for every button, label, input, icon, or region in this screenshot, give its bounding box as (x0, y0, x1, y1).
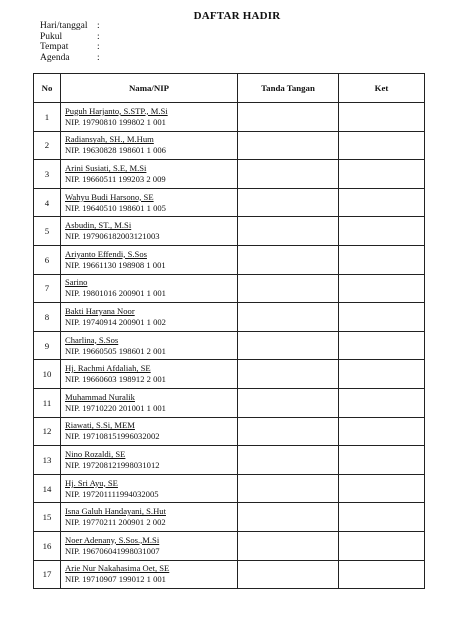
name-nip-cell (61, 131, 238, 160)
row-number: 11 (34, 388, 61, 417)
signature-cell (238, 274, 339, 303)
person-name: Arini Susiati, S.E, M.Si (65, 162, 147, 173)
meta-colon: : (97, 42, 100, 53)
row-number: 10 (34, 360, 61, 389)
person-name: Puguh Harjanto, S.STP., M.Si (65, 105, 168, 116)
person-nip: NIP. 19790810 199802 1 001 (65, 116, 166, 127)
signature-cell (238, 303, 339, 332)
header-no: No (34, 74, 61, 103)
name-nip-cell (61, 103, 238, 132)
note-cell (339, 474, 425, 503)
table-body (34, 103, 425, 589)
name-nip-cell (61, 360, 238, 389)
person-nip: NIP. 19660511 199203 2 009 (65, 173, 166, 184)
person-nip: NIP. 19660505 198601 2 001 (65, 345, 166, 356)
note-cell (339, 217, 425, 246)
table-row (34, 160, 425, 189)
header-signature: Tanda Tangan (238, 74, 339, 103)
table-row (34, 245, 425, 274)
name-nip-cell (61, 503, 238, 532)
signature-cell (238, 417, 339, 446)
person-name: Ariyanto Effendi, S.Sos (65, 248, 147, 259)
meta-colon: : (97, 52, 100, 63)
name-nip-cell (61, 188, 238, 217)
note-cell (339, 388, 425, 417)
name-nip-cell (61, 417, 238, 446)
row-number: 6 (34, 245, 61, 274)
meta-label-agenda: Agenda (40, 52, 70, 63)
signature-cell (238, 531, 339, 560)
person-nip: NIP. 197108151996032002 (65, 431, 160, 442)
person-nip: NIP. 197201111994032005 (65, 488, 159, 499)
name-nip-cell (61, 303, 238, 332)
signature-cell (238, 217, 339, 246)
person-name: Hj. Rachmi Afdaliah, SE (65, 363, 151, 374)
name-nip-cell (61, 160, 238, 189)
page-title: DAFTAR HADIR (193, 10, 281, 22)
row-number: 1 (34, 103, 61, 132)
meta-row-time (40, 32, 105, 43)
name-nip-cell (61, 474, 238, 503)
person-name: Sarino (65, 277, 88, 288)
person-nip: NIP. 19660603 198912 2 001 (65, 374, 166, 385)
row-number: 12 (34, 417, 61, 446)
person-nip: NIP. 19801016 200901 1 001 (65, 288, 166, 299)
note-cell (339, 103, 425, 132)
row-number: 16 (34, 531, 61, 560)
person-name: Wahyu Budi Harsono, SE (65, 191, 154, 202)
table-row (34, 560, 425, 589)
person-name: Asbudin, ST., M.Si (65, 220, 132, 231)
row-number: 15 (34, 503, 61, 532)
note-cell (339, 245, 425, 274)
signature-cell (238, 503, 339, 532)
person-name: Nino Rozaldi, SE (65, 448, 126, 459)
row-number: 4 (34, 188, 61, 217)
row-number: 5 (34, 217, 61, 246)
meta-row-agenda (40, 53, 105, 64)
name-nip-cell (61, 531, 238, 560)
table-header-row (34, 74, 425, 103)
table-row (34, 217, 425, 246)
meta-row-date (40, 21, 105, 32)
note-cell (339, 160, 425, 189)
person-nip: NIP. 19740914 200901 1 002 (65, 316, 166, 327)
signature-cell (238, 560, 339, 589)
meta-colon: : (97, 31, 100, 42)
table-row (34, 274, 425, 303)
person-nip: NIP. 19640510 198601 1 005 (65, 202, 166, 213)
person-name: Arie Nur Nakahasima Oet, SE (65, 563, 170, 574)
signature-cell (238, 388, 339, 417)
meta-label-time: Pukul (40, 31, 63, 42)
name-nip-cell (61, 446, 238, 475)
header-name-nip: Nama/NIP (61, 74, 238, 103)
table-row (34, 446, 425, 475)
row-number: 2 (34, 131, 61, 160)
note-cell (339, 360, 425, 389)
row-number: 7 (34, 274, 61, 303)
signature-cell (238, 188, 339, 217)
person-name: Charlina, S.Sos (65, 334, 119, 345)
person-name: Noer Adenany, S.Sos.,M.Si (65, 534, 160, 545)
note-cell (339, 417, 425, 446)
name-nip-cell (61, 388, 238, 417)
person-name: Isna Galuh Handayani, S.Hut (65, 506, 166, 517)
person-nip: NIP. 19710220 201001 1 001 (65, 402, 166, 413)
note-cell (339, 131, 425, 160)
person-nip: NIP. 19661130 198908 1 001 (65, 259, 166, 270)
row-number: 9 (34, 331, 61, 360)
table-row (34, 303, 425, 332)
signature-cell (238, 160, 339, 189)
table-row (34, 188, 425, 217)
name-nip-cell (61, 245, 238, 274)
note-cell (339, 531, 425, 560)
person-name: Muhammad Nuralik (65, 391, 135, 402)
row-number: 8 (34, 303, 61, 332)
note-cell (339, 503, 425, 532)
table-row (34, 417, 425, 446)
table-row (34, 503, 425, 532)
person-name: Radiansyah, SH., M.Hum (65, 134, 154, 145)
row-number: 17 (34, 560, 61, 589)
person-nip: NIP. 19770211 200901 2 002 (65, 517, 166, 528)
table-row (34, 474, 425, 503)
person-nip: NIP. 197208121998031012 (65, 459, 160, 470)
name-nip-cell (61, 560, 238, 589)
person-name: Bakti Haryana Noor (65, 305, 135, 316)
note-cell (339, 303, 425, 332)
signature-cell (238, 474, 339, 503)
meta-colon: : (97, 21, 100, 31)
name-nip-cell (61, 274, 238, 303)
person-nip: NIP. 19630828 198601 1 006 (65, 145, 166, 156)
name-nip-cell (61, 331, 238, 360)
meta-label-date: Hari/tanggal (40, 21, 88, 31)
table-row (34, 531, 425, 560)
table-row (34, 360, 425, 389)
attendance-table (33, 73, 425, 589)
signature-cell (238, 446, 339, 475)
person-nip: NIP. 196706041998031007 (65, 545, 160, 556)
person-nip: NIP. 197906182003121003 (65, 231, 160, 242)
meeting-info (40, 21, 105, 63)
header-note: Ket (339, 74, 425, 103)
signature-cell (238, 331, 339, 360)
table-row (34, 103, 425, 132)
row-number: 14 (34, 474, 61, 503)
table-row (34, 131, 425, 160)
table-row (34, 331, 425, 360)
note-cell (339, 188, 425, 217)
note-cell (339, 274, 425, 303)
person-name: Hj. Sri Ayu, SE (65, 477, 118, 488)
signature-cell (238, 103, 339, 132)
signature-cell (238, 245, 339, 274)
row-number: 3 (34, 160, 61, 189)
note-cell (339, 560, 425, 589)
person-name: Riawati, S.Si, MEM (65, 420, 135, 431)
person-nip: NIP. 19710907 199012 1 001 (65, 574, 166, 585)
signature-cell (238, 131, 339, 160)
meta-label-place: Tempat (40, 42, 69, 53)
table-row (34, 388, 425, 417)
meta-row-place (40, 42, 105, 53)
row-number: 13 (34, 446, 61, 475)
name-nip-cell (61, 217, 238, 246)
note-cell (339, 331, 425, 360)
signature-cell (238, 360, 339, 389)
note-cell (339, 446, 425, 475)
